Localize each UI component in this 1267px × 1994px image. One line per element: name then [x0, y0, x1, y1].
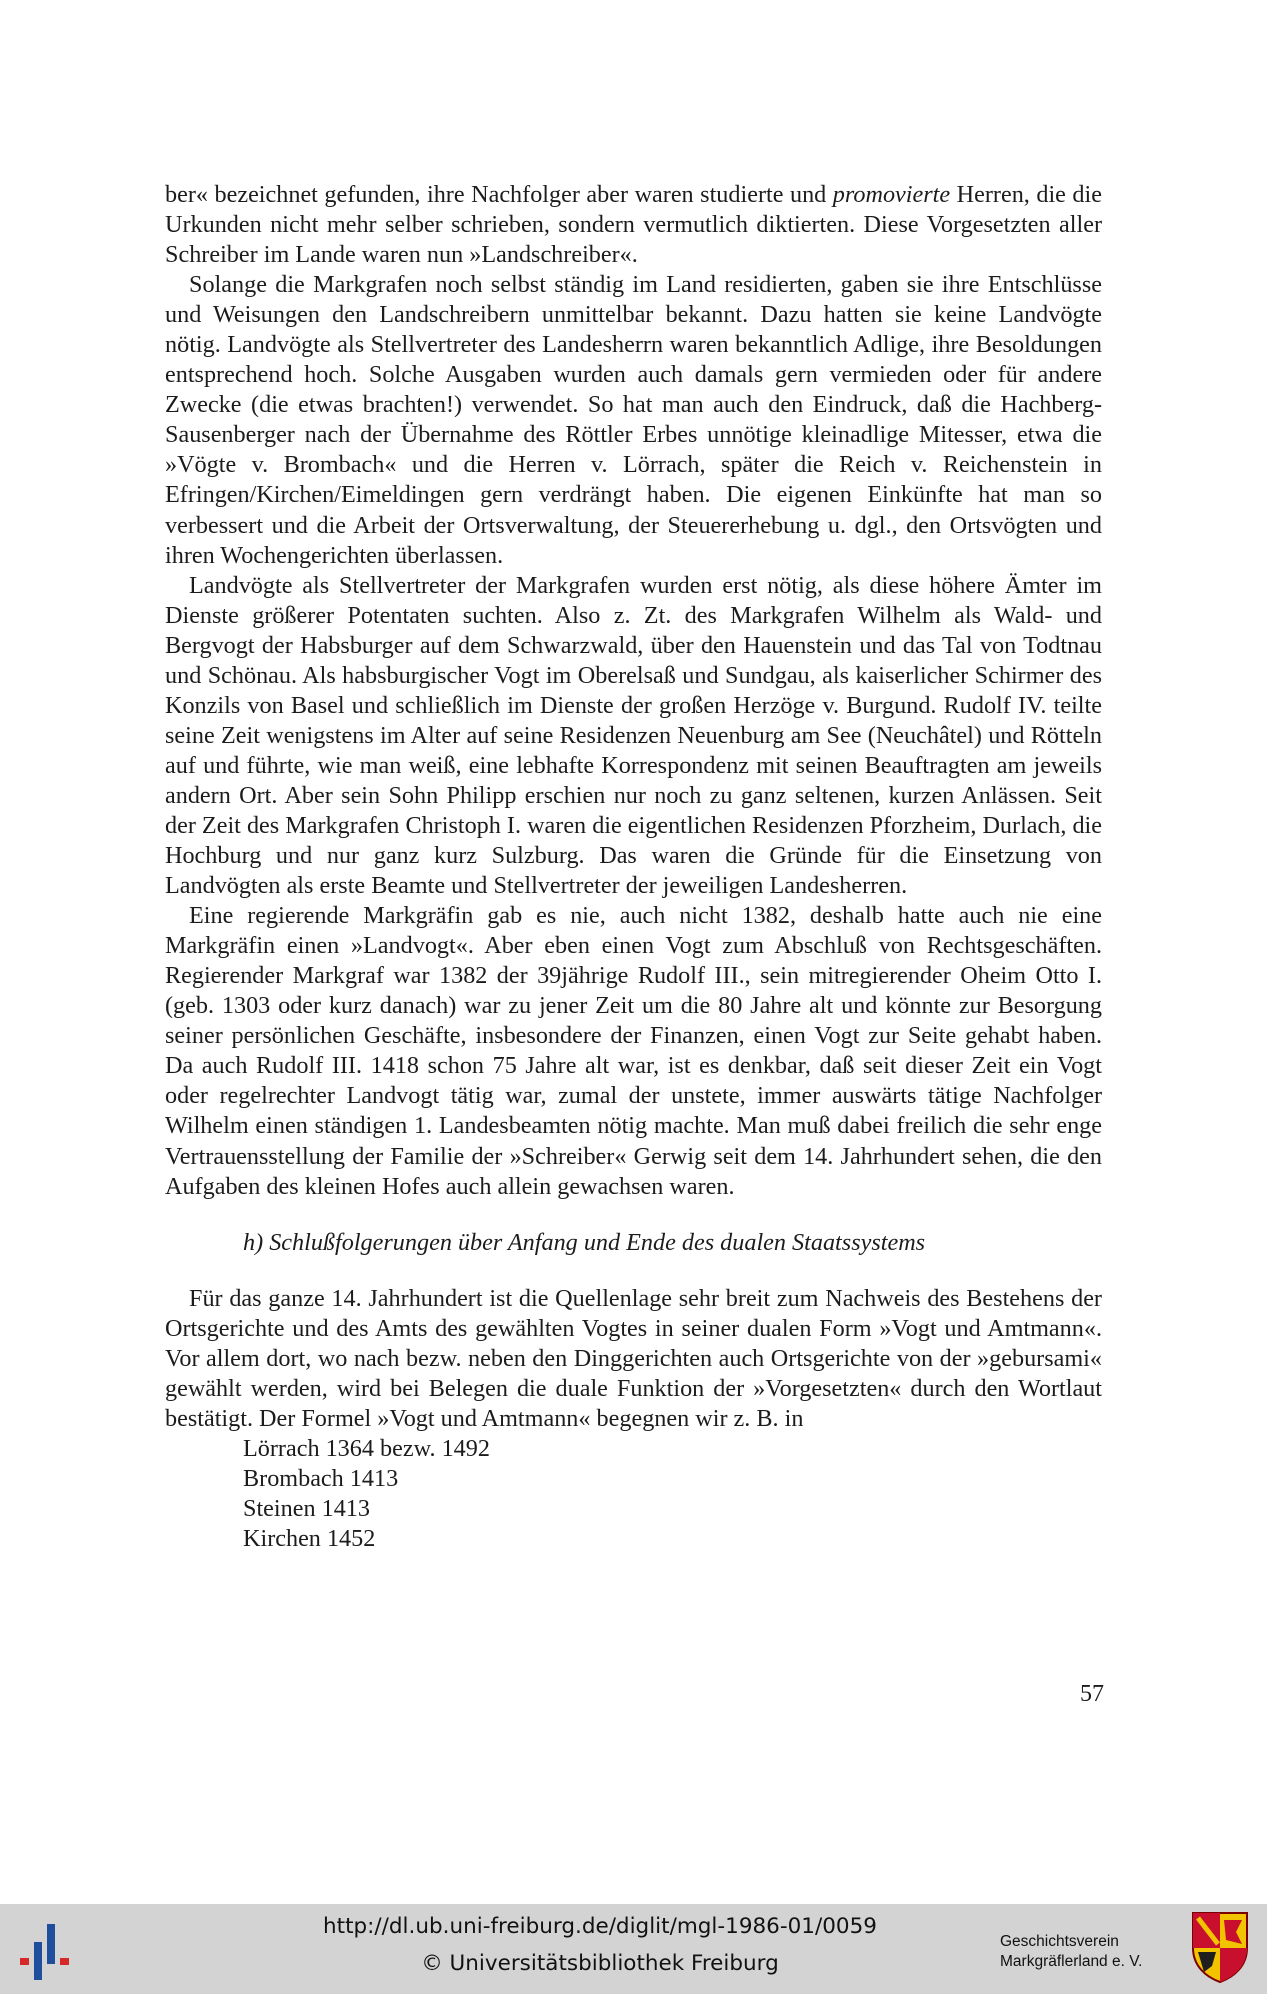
page-number: 57	[1080, 1681, 1104, 1707]
page-body	[165, 180, 1102, 1554]
place-item: Brombach 1413	[243, 1464, 399, 1492]
emphasis-promovierte: promovierte	[832, 181, 951, 208]
paragraph-1-start: ber« bezeichnet gefunden, ihre Nachfolger aber waren studierte und	[165, 181, 833, 208]
footer-bar	[0, 1904, 1267, 1994]
paragraph-2: Solange die Markgrafen noch selbst ständig im Land residierten, gaben sie ihre Entschlüsse und Weisungen den Landschreibern unmittelbar bekannt. Dazu hatten sie keine Landvögte nötig. Landvögte als Stellvertreter des Landesherrn waren bekanntlich Adlige, ihre Besoldungen entsprechend hoch. Solche Ausgaben wurden auch damals gern vermieden oder für andere Zwecke (die etwas brachten!) verwendet. So hat man auch den Eindruck, daß die Hachberg-Sausenberger nach der Übernahme des Röttler Erbes unnötige kleinadlige Mitesser, etwa die »Vögte v. Brombach« und die Herren v. Lörrach, später die Reich v. Reichenstein in Efringen/Kirchen/Eimeldingen gern verdrängt haben. Die eigenen Einkünfte hat man so verbessert und die Arbeit der Ortsverwaltung, der Steuererhebung u. dgl., den Ortsvögten und ihren Wochengerichten überlassen.	[165, 271, 1102, 569]
society-line-2: Markgräflerland e. V.	[1000, 1953, 1143, 1970]
society-line-1: Geschichtsverein	[1000, 1933, 1119, 1950]
place-list	[165, 1434, 1102, 1554]
place-item: Kirchen 1452	[243, 1525, 376, 1553]
place-item: Lörrach 1364 bezw. 1492	[243, 1434, 490, 1462]
paragraph-5: Für das ganze 14. Jahrhundert ist die Quellenlage sehr breit zum Nachweis des Bestehens der Ortsgerichte und des Amts des gewählten Vogtes in seiner dualen Form »Vogt und Amtmann«. Vor allem dort, wo nach bezw. neben den Dinggerichten auch Ortsgerichte von der »gebursami« gewählt werden, wird bei Belegen die duale Funktion der »Vorgesetzten« durch den Wortlaut bestätigt. Der Formel »Vogt und Amtmann« begegnen wir z. B. in	[165, 1284, 1102, 1432]
section-heading: h) Schlußfolgerungen über Anfang und Ende des dualen Staatssystems	[243, 1228, 926, 1256]
paragraph-1-end: Herren, die die Urkunden nicht mehr selber schrieben, sondern vermutlich diktierten. Diese Vorgesetzten aller Schreiber im Lande waren nun »Landschreiber«.	[165, 181, 1102, 269]
paragraph-4: Eine regierende Markgräfin gab es nie, auch nicht 1382, deshalb hatte auch nie eine Markgräfin einen »Landvogt«. Aber eben einen Vogt zum Abschluß von Rechtsgeschäften. Regierender Markgraf war 1382 der 39jährige Rudolf III., sein mitregierender Oheim Otto I. (geb. 1303 oder kurz danach) war zu jener Zeit um die 80 Jahre alt und könnte zur Besorgung seiner persönlichen Geschäfte, insbesondere der Finanzen, einen Vogt zur Seite gehabt haben. Da auch Rudolf III. 1418 schon 75 Jahre alt war, ist es denkbar, daß seit dieser Zeit ein Vogt oder regelrechter Landvogt tätig war, zumal der unstete, immer auswärts tätige Nachfolger Wilhelm einen ständigen 1. Landesbeamten nötig machte. Man muß dabei freilich die sehr enge Vertrauensstellung der Familie der »Schreiber« Gerwig seit dem 14. Jahrhundert sehen, die den Aufgaben des kleinen Hofes auch allein gewachsen waren.	[165, 902, 1102, 1200]
footer-url-link[interactable]: http://dl.ub.uni-freiburg.de/diglit/mgl-1986-01/0059	[323, 1914, 877, 1939]
footer-copyright: © Universitätsbibliothek Freiburg	[421, 1951, 779, 1976]
footer-society	[1000, 1932, 1185, 1972]
paragraph-1	[165, 180, 1102, 270]
coat-of-arms-icon	[1190, 1910, 1250, 1984]
paragraph-3: Landvögte als Stellvertreter der Markgrafen wurden erst nötig, als diese höhere Ämter im Dienste größerer Potentaten suchten. Also z. Zt. des Markgrafen Wilhelm als Wald- und Bergvogt der Habsburger auf dem Schwarzwald, über den Hauenstein und das Tal von Todtnau und Schönau. Als habsburgischer Vogt im Oberelsaß und Sundgau, als kaiserlicher Schirmer des Konzils von Basel und schließlich im Dienste der großen Herzöge v. Burgund. Rudolf IV. teilte seine Zeit wenigstens im Alter auf seine Residenzen Neuenburg am See (Neuchâtel) und Rötteln auf und führte, wie man weiß, eine lebhafte Korrespondenz mit seinen Beauftragten am jeweils andern Ort. Aber sein Sohn Philipp erschien nur noch zu ganz seltenen, kurzen Anlässen. Seit der Zeit des Markgrafen Christoph I. waren die eigentlichen Residenzen Pforzheim, Durlach, die Hochburg und nur ganz kurz Sulzburg. Das waren die Gründe für die Einsetzung von Landvögten als erste Beamte und Stellvertreter der jeweiligen Landesherren.	[165, 571, 1102, 900]
ub-freiburg-logo-icon	[12, 1920, 82, 1982]
place-item: Steinen 1413	[243, 1494, 370, 1522]
